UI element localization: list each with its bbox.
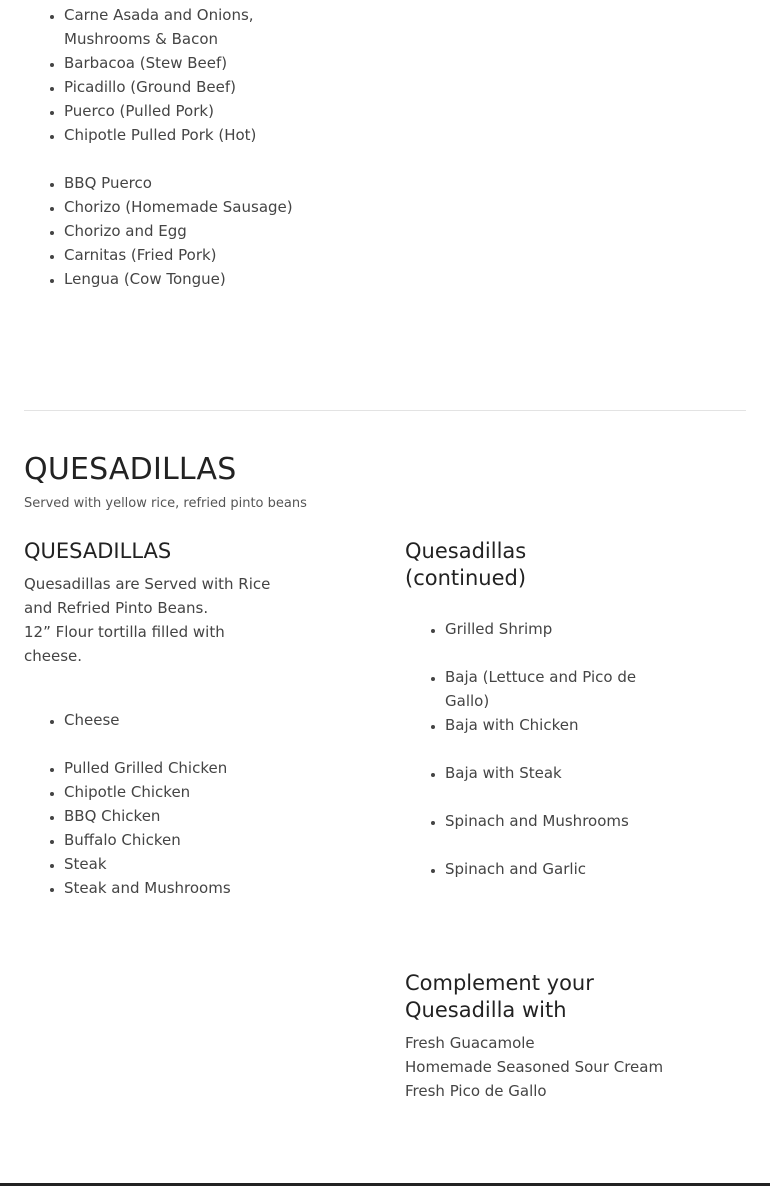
quesadilla-fillings-list [405,761,745,785]
list-item: • Buffalo Chicken [64,828,364,852]
list-item: • Lengua (Cow Tongue) [64,267,304,291]
quesadilla-fillings-list [405,809,745,833]
description-line: Quesadillas are Served with Rice and Refried Pinto Beans. [24,575,271,617]
pork-options-list [24,171,304,291]
list-item: • Chorizo (Homemade Sausage) [64,195,304,219]
list-item: • BBQ Puerco [64,171,304,195]
section-divider [24,410,746,411]
list-item: • Grilled Shrimp [445,617,665,641]
complement-item: Fresh Pico de Gallo [405,1082,547,1100]
list-item: • Chipotle Chicken [64,780,364,804]
meat-options-list [24,3,304,147]
list-item: • BBQ Chicken [64,804,364,828]
list-item: • Spinach and Mushrooms [445,809,745,833]
column-heading: Quesadillas (continued) [405,539,527,590]
list-item: • Baja with Steak [445,761,745,785]
list-item: • Pulled Grilled Chicken [64,756,364,780]
list-item: • Barbacoa (Stew Beef) [64,51,304,75]
quesadilla-fillings-list [405,665,665,737]
list-item: • Steak [64,852,364,876]
list-item: • Cheese [64,708,364,732]
quesadilla-fillings-list [405,617,665,641]
complement-item: Homemade Seasoned Sour Cream [405,1058,664,1076]
complement-item: Fresh Guacamole [405,1034,535,1052]
column-heading: QUESADILLAS [24,539,172,563]
column-description [24,572,274,668]
section-subtitle: Served with yellow rice, refried pinto beans [24,496,307,511]
list-item: • Puerco (Pulled Pork) [64,99,304,123]
complement-section [405,970,725,1103]
section-title: QUESADILLAS [24,452,237,487]
quesadillas-left-column [24,538,364,900]
list-item: • Chipotle Pulled Pork (Hot) [64,123,304,147]
complement-items [405,1031,725,1103]
quesadilla-fillings-list [24,756,364,900]
complement-heading: Complement your Quesadilla with [405,971,594,1022]
list-item: • Chorizo and Egg [64,219,304,243]
quesadillas-right-column [405,538,745,881]
quesadilla-fillings-list [24,708,364,732]
list-item: • Picadillo (Ground Beef) [64,75,304,99]
list-item: • Carne Asada and Onions, Mushrooms & Bacon [64,3,304,51]
list-item: • Baja (Lettuce and Pico de Gallo) [445,665,665,713]
quesadilla-fillings-list [405,857,745,881]
description-line: 12” Flour tortilla filled with cheese. [24,623,225,665]
list-item: • Spinach and Garlic [445,857,745,881]
list-item: • Carnitas (Fried Pork) [64,243,304,267]
list-item: • Steak and Mushrooms [64,876,364,900]
list-item: • Baja with Chicken [445,713,665,737]
